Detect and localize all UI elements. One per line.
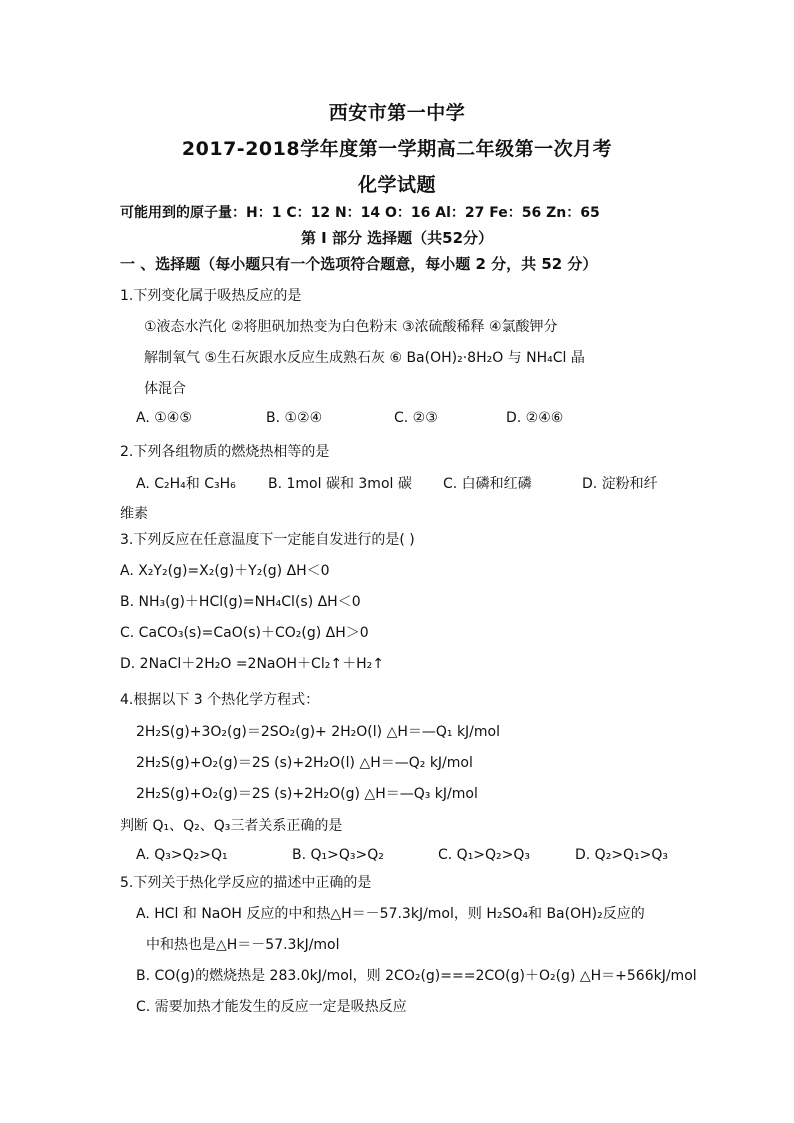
q1-option-c: C. ②③ bbox=[394, 410, 438, 426]
q3-option-d: D. 2NaCl＋2H₂O =2NaOH＋Cl₂↑＋H₂↑ bbox=[120, 656, 384, 672]
exam-title: 2017-2018学年度第一学期高二年级第一次月考 bbox=[181, 138, 613, 160]
q4-stem: 4.根据以下 3 个热化学方程式： bbox=[120, 692, 320, 708]
q1-choices-line1: ①液态水汽化 ②将胆矾加热变为白色粉末 ③浓硫酸稀释 ④氯酸钾分 bbox=[144, 319, 558, 335]
q5-option-b: B. CO(g)的燃烧热是 283.0kJ/mol，则 2CO₂(g)===2CO(g)＋O₂(g) △H＝+566kJ/mol bbox=[136, 968, 697, 984]
q1-choices-line3: 体混合 bbox=[144, 381, 186, 397]
q1-option-b: B. ①②④ bbox=[266, 410, 323, 426]
part-title: 第 I 部分 选择题（共52分） bbox=[300, 229, 494, 247]
school-name: 西安市第一中学 bbox=[328, 102, 466, 124]
q5-option-a-line2: 中和热也是△H＝－57.3kJ/mol bbox=[146, 937, 340, 953]
q2-option-d-wrap: 维素 bbox=[120, 506, 148, 522]
q4-judge: 判断 Q₁、Q₂、Q₃三者关系正确的是 bbox=[120, 818, 343, 834]
q3-stem: 3.下列反应在任意温度下一定能自发进行的是( ) bbox=[120, 532, 415, 548]
q4-option-a: A. Q₃>Q₂>Q₁ bbox=[136, 847, 228, 863]
q1-stem: 1.下列变化属于吸热反应的是 bbox=[120, 288, 302, 304]
q1-option-a: A. ①④⑤ bbox=[136, 410, 192, 426]
q5-stem: 5.下列关于热化学反应的描述中正确的是 bbox=[120, 875, 372, 891]
q4-option-d: D. Q₂>Q₁>Q₃ bbox=[575, 847, 669, 863]
q2-stem: 2.下列各组物质的燃烧热相等的是 bbox=[120, 444, 330, 460]
q3-option-a: A. X₂Y₂(g)=X₂(g)＋Y₂(g) ΔH＜0 bbox=[120, 563, 330, 579]
q2-option-d: D. 淀粉和纤 bbox=[582, 476, 658, 492]
q4-equation-1: 2H₂S(g)+3O₂(g)＝2SO₂(g)+ 2H₂O(l) △H＝—Q₁ kJ/mol bbox=[136, 724, 500, 740]
q4-equation-2: 2H₂S(g)+O₂(g)＝2S (s)+2H₂O(l) △H＝—Q₂ kJ/mol bbox=[136, 755, 473, 771]
q1-option-d: D. ②④⑥ bbox=[506, 410, 564, 426]
q1-choices-line2: 解制氧气 ⑤生石灰跟水反应生成熟石灰 ⑥ Ba(OH)₂·8H₂O 与 NH₄Cl 晶 bbox=[144, 350, 585, 366]
subject-title: 化学试题 bbox=[357, 174, 436, 196]
q3-option-c: C. CaCO₃(s)=CaO(s)＋CO₂(g) ΔH＞0 bbox=[120, 625, 369, 641]
q2-option-b: B. 1mol 碳和 3mol 碳 bbox=[268, 476, 412, 492]
q4-option-b: B. Q₁>Q₃>Q₂ bbox=[292, 847, 384, 863]
q5-option-a-line1: A. HCl 和 NaOH 反应的中和热△H＝－57.3kJ/mol，则 H₂SO₄和 Ba(OH)₂反应的 bbox=[136, 906, 645, 922]
section-title: 一 、选择题（每小题只有一个选项符合题意，每小题 2 分，共 52 分） bbox=[120, 255, 598, 273]
q4-option-c: C. Q₁>Q₂>Q₃ bbox=[438, 847, 531, 863]
q2-option-a: A. C₂H₄和 C₃H₆ bbox=[136, 476, 236, 492]
atomic-masses: 可能用到的原子量：H：1 C：12 N：14 O：16 Al：27 Fe：56 Zn：65 bbox=[120, 205, 600, 221]
q4-equation-3: 2H₂S(g)+O₂(g)＝2S (s)+2H₂O(g) △H＝—Q₃ kJ/mol bbox=[136, 786, 478, 802]
q3-option-b: B. NH₃(g)＋HCl(g)=NH₄Cl(s) ΔH＜0 bbox=[120, 594, 361, 610]
q2-option-c: C. 白磷和红磷 bbox=[443, 476, 532, 492]
q5-option-c: C. 需要加热才能发生的反应一定是吸热反应 bbox=[136, 999, 407, 1015]
